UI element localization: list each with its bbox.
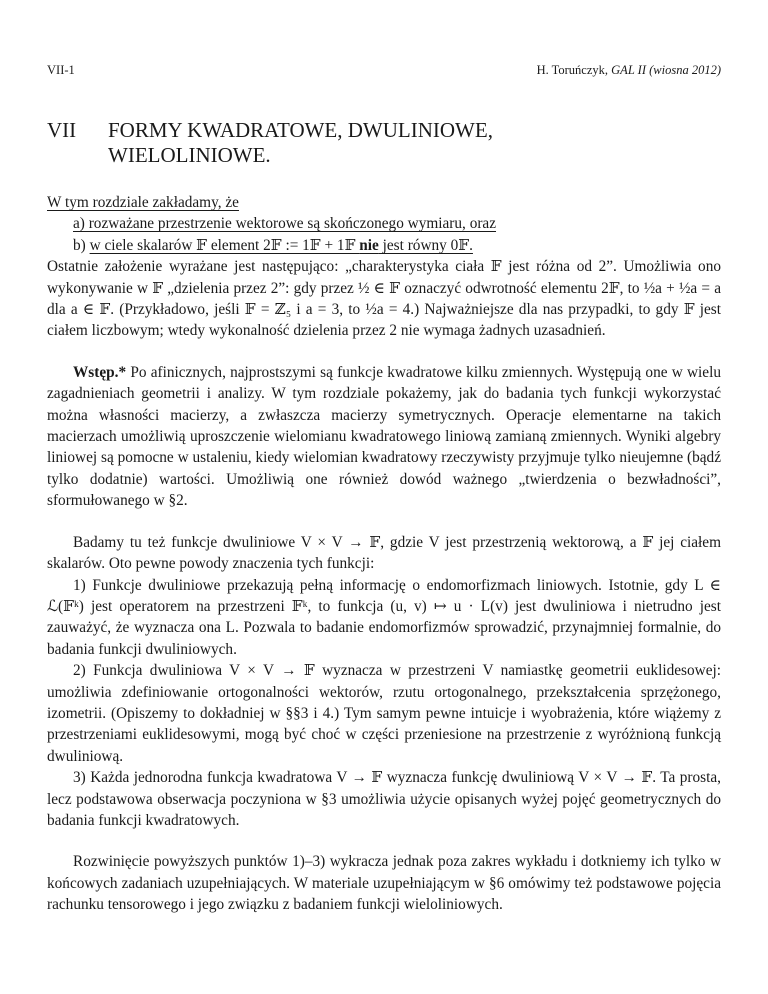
intro-label: Wstęp.* (73, 363, 127, 381)
assumption-b-text: w ciele skalarów 𝔽 element 2𝔽 := 1𝔽 + 1𝔽 (89, 236, 360, 254)
header-author-title (537, 62, 721, 78)
header-course: GAL II (wiosna 2012) (611, 63, 721, 77)
chapter-heading (47, 118, 721, 167)
assumption-b-prefix: b) (73, 236, 90, 254)
assumption-b-bold: nie (359, 236, 379, 254)
chapter-title (108, 118, 721, 167)
assumptions-intro: W tym rozdziale zakładamy, że (47, 194, 239, 211)
running-header (47, 62, 721, 78)
intro-paragraph (47, 362, 721, 512)
page (47, 62, 721, 916)
bilinear-point-1: 1) Funkcje dwuliniowe przekazują pełną informację o endomorfizmach liniowych. Istotnie, gdy L ∈ ℒ(𝔽ᵏ) jest operatorem na przestrzeni 𝔽ᵏ, to funkcja (u, v) ↦ u · L(v) jest dwuliniowa i nietrudno jest zauważyć, że wyznacza ona L. Pozwala to badanie endomorfizmów sprowadzić, przynajmniej formalnie, do badania funkcji dwuliniowych. (47, 576, 721, 658)
assumptions-explanation: Ostatnie założenie wyrażane jest następująco: „charakterystyka ciała 𝔽 jest różna od 2”. Umożliwia ono wykonywanie w 𝔽 „dzielenia przez 2”: gdy przez ½ ∈ 𝔽 oznaczyć odwrotność elementu 2𝔽, to ½a + ½a = a dla a ∈ 𝔽. (Przykładowo, jeśli 𝔽 = ℤ₅ i a = 3, to ½a = 4.) Najważniejsze dla nas przypadki, to gdy 𝔽 jest ciałem liczbowym; wtedy wykonalność dzielenia przez 2 nie wymaga żadnych uzasadnień. (47, 258, 721, 340)
chapter-number: VII (47, 118, 77, 142)
bilinear-section (47, 532, 721, 832)
assumption-b-underlined (90, 237, 473, 254)
closing-paragraph: Rozwinięcie powyższych punktów 1)–3) wykracza jednak poza zakres wykładu i dotkniemy ich tylko w końcowych zadaniach uzupełniających. W materiale uzupełniającym w §6 omówimy też podstawowe pojęcia rachunku tensorowego i jego związku z badaniem funkcji wieloliniowych. (47, 853, 721, 914)
assumption-a: a) rozważane przestrzenie wektorowe są skończonego wymiaru, oraz (73, 215, 497, 233)
assumptions-block (47, 192, 721, 342)
page-number: VII-1 (47, 63, 75, 77)
header-author: H. Toruńczyk, (536, 63, 612, 77)
intro-text: Po afinicznych, najprostszymi są funkcje kwadratowe kilku zmiennych. Występują one w wielu zagadnieniach geometrii i analizy. W tym rozdziale pokażemy, jak do badania tych funkcji wykorzystać można własności macierzy, a zwłaszcza macierzy symetrycznych. Operacje elementarne na takich macierzach umożliwią uproszczenie wielomianu kwadratowego liniową zamianą zmiennych. Wyniki algebry liniowej są pomocne w ustaleniu, kiedy wielomian kwadratowy rzeczywisty przyjmuje tylko nieujemne (bądź tylko dodatnie) wartości. Umożliwią one również dowód ważnego „twierdzenia o bezwładności”, sformułowanego w §2. (47, 363, 721, 510)
assumption-b (47, 235, 721, 256)
assumption-b-suffix: jest równy 0𝔽. (378, 236, 473, 254)
bilinear-point-2: 2) Funkcja dwuliniowa V × V → 𝔽 wyznacza w przestrzeni V namiastkę geometrii euklidesowej: umożliwia zdefiniowanie ortogonalności wektorów, rzutu ortogonalnego, przekształcenia sprzężonego, izometrii. (Opiszemy to dokładniej w §§3 i 4.) Tym samym pewne intuicje i wyobrażenia, które wiążemy z przestrzeniami euklidesowymi, mogą być choć w części przeniesione na przestrzenie z wyróżnioną funkcją dwuliniową. (47, 662, 721, 765)
chapter-title-line2: WIELOLINIOWE. (108, 142, 271, 167)
bilinear-point-3: 3) Każda jednorodna funkcja kwadratowa V → 𝔽 wyznacza funkcję dwuliniową V × V → 𝔽. Ta prosta, lecz podstawowa obserwacja poczyniona w §3 umożliwia użycie opisanych wyżej pojęć geometrycznych do badania funkcji kwadratowych. (47, 769, 721, 829)
bilinear-intro: Badamy tu też funkcje dwuliniowe V × V → 𝔽, gdzie V jest przestrzenią wektorową, a 𝔽 jej ciałem skalarów. Oto pewne powody znaczenia tych funkcji: (47, 533, 721, 573)
chapter-title-line1: FORMY KWADRATOWE, DWULINIOWE, (108, 118, 493, 142)
